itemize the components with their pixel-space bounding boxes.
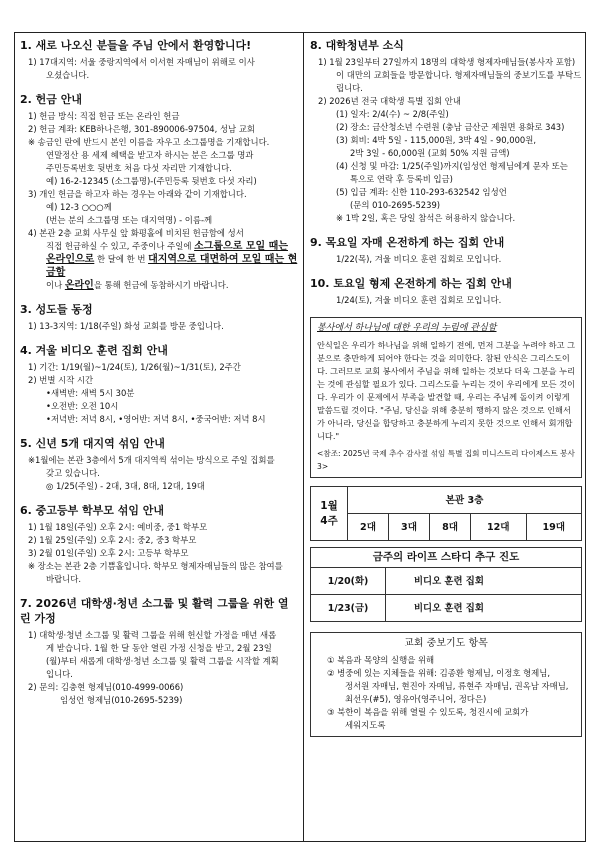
text-line: 예) 12-3 ○○○께 [46, 202, 112, 212]
row-activity: 비디오 훈련 집회 [386, 568, 582, 595]
text-line: 바랍니다. [46, 574, 82, 584]
text-line: 2) 문의: 김충현 형제님(010-4999-0066) [28, 682, 184, 692]
text-line: 4) 본관 2층 교회 사무실 앞 화평홀에 비치된 헌금함에 성서 [28, 228, 244, 238]
prayer-title: 교회 중보기도 항목 [404, 638, 488, 649]
text-line: 2) 번별 시작 시간 [28, 375, 94, 385]
text-line: (3) 회비: 4박 5일 - 115,000원, 3박 4일 - 90,000원, [336, 135, 536, 145]
section-offering [20, 92, 298, 292]
section-title: 1. 새로 나오신 분들을 주님 안에서 환영합니다! [20, 39, 252, 52]
mixing-location: 본관 3층 [348, 487, 582, 514]
ministry-quote-box [310, 317, 582, 478]
section-winter-training [20, 343, 298, 426]
row-date: 1/20(화) [311, 568, 386, 595]
text-line: 2박 3일 - 60,000원 (교회 50% 지원 금액) [350, 148, 510, 158]
section-title: 4. 겨울 비디오 훈련 집회 안내 [20, 344, 168, 357]
text-line [46, 240, 298, 253]
region-cell: 12대 [471, 514, 526, 541]
section-new-year-mixing [20, 436, 298, 493]
section-saints-news [20, 302, 298, 333]
left-column [20, 38, 298, 717]
text-line: 2) 1월 25일(주일) 오후 2시: 중2, 중3 학부모 [28, 535, 197, 545]
text-line: (번는 분의 소그룹명 또는 대지역명) - 이름-께 [46, 215, 213, 225]
text-line: 3) 2월 01일(주일) 오후 2시: 고등부 학부모 [28, 548, 189, 558]
text-line: ◎ 1/25(주일) - 2대, 3대, 8대, 12대, 19대 [46, 481, 205, 491]
section-title: 8. 대학청년부 소식 [310, 39, 404, 52]
section-title: 10. 토요일 형제 온전하게 하는 집회 안내 [310, 277, 512, 290]
text-line: 2) 헌금 계좌: KEB하나은행, 301-890006-97504, 성남 교회 [28, 124, 255, 134]
text-line: 오셨습니다. [46, 70, 90, 80]
prayer-box [310, 632, 582, 737]
emphasis-small-group: 소그룹으로 모일 때는 [194, 241, 288, 252]
section-title: 6. 중고등부 학부모 섞임 안내 [20, 504, 165, 517]
text-line: (문의 010-2695-5239) [350, 200, 441, 210]
emphasis-online: 온라인으로 [46, 254, 95, 265]
text-line: •오전반: 오전 10시 [46, 401, 119, 411]
text-line: 연말정산 용 세제 혜택을 받고자 하시는 분은 소그룹 명과 [46, 150, 254, 160]
text-run: 을 통해 헌금에 동참하시기 바랍니다. [93, 280, 229, 290]
text-line [46, 253, 298, 279]
text-line: 임성언 형제님(010-2695-5239) [60, 695, 183, 705]
section-title: 9. 목요일 자매 온전하게 하는 집회 안내 [310, 236, 505, 249]
right-column [310, 38, 582, 737]
text-line: (월)부터 새롭게 대학생·청년 소그룹 및 활력 그룹을 시작할 계획 [46, 656, 279, 666]
text-run: 직접 헌금하실 수 있고, 주중이나 주일에 [46, 241, 195, 251]
text-line: 이 대만의 교회들을 방문합니다. 형제자매님들의 중보기도를 부탁드 [336, 70, 582, 80]
region-cell: 2대 [348, 514, 389, 541]
section-title: 3. 성도들 동정 [20, 303, 93, 316]
text-line: ※ 1박 2일, 혹은 당일 참석은 허용하지 않습니다. [336, 213, 516, 223]
text-line: ② 병중에 있는 지체들을 위해: 김종환 형제님, 이정호 형제님, [327, 668, 551, 678]
table-row [311, 568, 581, 595]
text-line: •저녁반: 저녁 8시, •영어반: 저녁 8시, •중국어반: 저녁 8시 [46, 414, 266, 424]
text-line: 1) 1월 18일(주일) 오후 2시: 예비중, 중1 학부모 [28, 522, 208, 532]
section-college-news [310, 38, 582, 225]
text-line: ※1월에는 본관 3층에서 5개 대지역씩 섞이는 방식으로 주일 집회를 [28, 455, 275, 465]
text-line: 2) 2026년 전국 대학생 특별 집회 안내 [318, 96, 461, 106]
text-line: 입니다. [46, 669, 73, 679]
text-line: 예) 16-2-12345 (소그룹명)-(주민등록 뒷번호 다섯 자리) [46, 176, 257, 186]
text-line: ① 복음과 목양의 실행을 위해 [327, 655, 435, 665]
row-activity: 비디오 훈련 집회 [386, 595, 582, 622]
region-cell: 3대 [389, 514, 430, 541]
quote-title: 봉사에서 하나님에 대한 우리의 누림에 관심함 [317, 323, 497, 333]
life-study-title: 금주의 라이프 스타디 추구 진도 [311, 548, 581, 568]
mixing-date [311, 487, 348, 541]
mixing-week: 4주 [320, 514, 338, 527]
text-line: 립니다. [336, 83, 363, 93]
text-line: 1) 대학생·청년 소그룹 및 활력 그룹을 위해 헌신할 가정을 매년 새롭 [28, 630, 277, 640]
text-line: (5) 입금 계좌: 신한 110-293-632542 임성언 [336, 187, 507, 197]
life-study-table [311, 568, 581, 621]
mixing-month: 1월 [320, 499, 338, 512]
text-run: 이나 [46, 280, 65, 290]
text-line: 1) 헌금 방식: 직접 헌금 또는 온라인 헌금 [28, 111, 180, 121]
text-run: 한 달에 한 번 [94, 254, 149, 264]
text-line: 세워지도록 [345, 720, 386, 730]
text-line: 1) 17대지역: 서울 중랑지역에서 이서현 자매님이 위해로 이사 [28, 57, 255, 67]
text-line: 게 받습니다. 1월 한 달 동안 열린 가정 신청을 받고, 2월 23일 [46, 643, 272, 653]
column-divider [303, 32, 304, 842]
text-line: 1/24(토), 겨울 비디오 훈련 집회로 모입니다. [336, 295, 502, 305]
section-title: 7. 2026년 대학생·청년 소그룹 및 활력 그룹을 위한 열린 가정 [20, 597, 289, 625]
text-line: (1) 일자: 2/4(수) ~ 2/8(주일) [336, 109, 449, 119]
text-line: 최선우(#5), 영유아(영주니어, 정다은) [345, 694, 487, 704]
section-title: 5. 신년 5개 대지역 섞임 안내 [20, 437, 165, 450]
text-line: 1) 1월 23일부터 27일까지 18명의 대학생 형제자매님들(봉사자 포함) [318, 57, 576, 67]
region-cell: 19대 [526, 514, 582, 541]
text-line: 1) 13-3지역: 1/18(주일) 화성 교회를 방문 중입니다. [28, 321, 224, 331]
section-parents-mixing [20, 503, 298, 586]
text-line: 1) 기간: 1/19(월)~1/24(토), 1/26(월)~1/31(토), 2주간 [28, 362, 241, 372]
emphasis-region-cash: 대지역으로 대면하여 모일 때는 현금함 [46, 254, 298, 278]
text-line: (4) 신청 및 마감: 1/25(주일)까지(임성언 형제님에게 문자 또는 [336, 161, 568, 171]
text-line: 1/22(목), 겨울 비디오 훈련 집회로 모입니다. [336, 254, 502, 264]
text-line: 주민등록번호 뒷번호 처음 다섯 자리만 기재합니다. [46, 163, 232, 173]
text-line [46, 279, 298, 292]
text-line: 톡으로 연락 후 등록비 입금) [350, 174, 453, 184]
text-line: ③ 북한이 복음을 위해 열릴 수 있도록, 청진시에 교회가 [327, 707, 529, 717]
text-line: 3) 개인 헌금을 하고자 하는 경우는 아래와 같이 기재합니다. [28, 189, 247, 199]
section-open-homes [20, 596, 298, 707]
section-title: 2. 헌금 안내 [20, 93, 82, 106]
life-study-box [310, 547, 582, 622]
text-line: ※ 송금인 란에 반드시 본인 이름을 자우고 소그룹명을 기재합니다. [28, 137, 270, 147]
text-line: (2) 장소: 금산청소년 수련원 (충남 금산군 제원면 용화로 343) [336, 122, 565, 132]
section-brothers-meeting [310, 276, 582, 307]
mixing-table [310, 486, 582, 541]
text-line: 갖고 있습니다. [46, 468, 100, 478]
quote-source: <참조: 2025년 국제 추수 감사절 섞임 특별 집회 미니스트리 다이제스트 봉사3> [317, 449, 575, 471]
region-cell: 8대 [430, 514, 471, 541]
section-sisters-meeting [310, 235, 582, 266]
text-line: 정서원 자매님, 현진아 자매님, 류현주 자매님, 권옥남 자매님, [345, 681, 569, 691]
quote-body: 안식일은 우리가 하나님을 위해 일하기 전에, 먼저 그분을 누려야 하고 그분으로 충만하게 되어야 한다는 것을 의미한다. 참된 안식은 그리스도이다. 그러므로 교회 봉사에서 주님을 위해 일하는 것보다 더욱 그분을 누리는 것에 관심할 필요가 있다. 그리스도를 누리는 것이 우리에게 모든 것이다. 우리가 이 문제에서 부족을 발견할 때, 우리는 주님께 돌이켜 이렇게 말씀드릴 것이다. "주님, 당신을 위해 충분히 행하지 않은 것으로 인해서가 아니라, 당신을 합당하고 충분하게 누리지 못한 것으로 인해서 회개합니다." [317, 340, 575, 441]
row-date: 1/23(금) [311, 595, 386, 622]
text-line: ※ 장소는 본관 2층 기쁨홀입니다. 학부모 형제자매님들의 많은 참여를 [28, 561, 283, 571]
text-line: •새벽반: 새벽 5시 30분 [46, 388, 135, 398]
table-row [311, 595, 581, 622]
section-welcome [20, 38, 298, 82]
emphasis-online-2: 온라인 [64, 280, 94, 291]
